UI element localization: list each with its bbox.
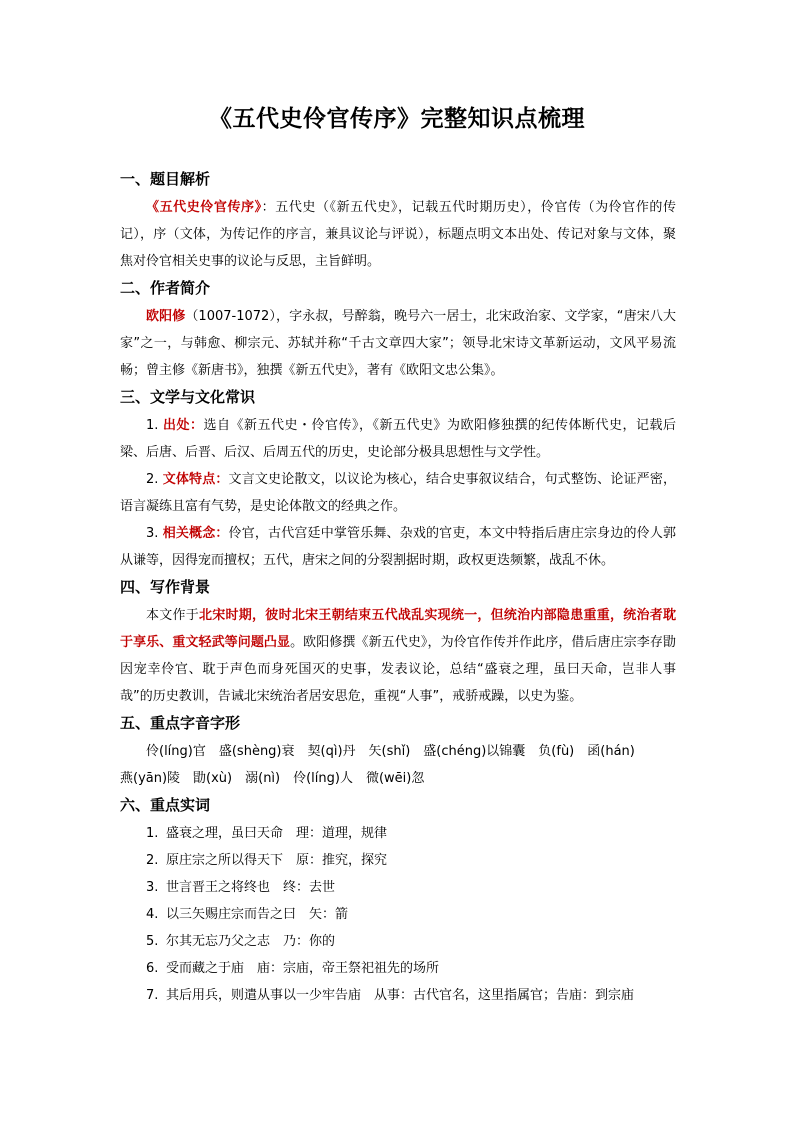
item-number: 2. xyxy=(146,853,159,868)
section-2-paragraph xyxy=(120,303,676,384)
pronunciation-line: 伶(líng)官 盛(shèng)衰 契(qì)丹 矢(shǐ) 盛(chéng)以锦囊 负(fù) 函(hán) xyxy=(146,744,635,759)
author-name: 欧阳修 xyxy=(146,309,186,324)
item-number: 6. xyxy=(146,961,159,976)
body-text: 本文作于 xyxy=(146,608,200,623)
list-item xyxy=(120,874,676,901)
section-heading-2: 二、作者简介 xyxy=(120,279,211,297)
list-item xyxy=(120,820,676,847)
item-label: 出处： xyxy=(163,418,204,433)
item-text: 以三矢赐庄宗而告之曰 矢：箭 xyxy=(166,907,349,922)
section-heading-1: 一、题目解析 xyxy=(120,170,211,188)
list-item xyxy=(120,901,676,928)
item-number: 4. xyxy=(146,907,159,922)
page-title: 《五代史伶官传序》完整知识点梳理 xyxy=(209,106,585,132)
list-item xyxy=(120,928,676,955)
item-number: 3. xyxy=(146,526,159,541)
list-item xyxy=(120,466,676,520)
item-number: 1. xyxy=(146,826,159,841)
list-item xyxy=(120,847,676,874)
section-heading-6: 六、重点实词 xyxy=(120,796,211,814)
highlight-text: 《五代史伶官传序》 xyxy=(146,200,262,215)
item-number: 3. xyxy=(146,880,159,895)
item-text: 盛衰之理，虽曰天命 理：道理，规律 xyxy=(166,826,388,841)
section-4-paragraph xyxy=(120,602,676,710)
section-heading-4: 四、写作背景 xyxy=(120,578,211,596)
body-text: （1007-1072），字永叔，号醉翁，晚号六一居士，北宋政治家、文学家，“唐宋八大家”之一，与韩愈、柳宗元、苏轼并称“千古文章四大家”；领导北宋诗文革新运动，文风平易流畅；曾主修《新唐书》，独撰《新五代史》，著有《欧阳文忠公集》。 xyxy=(120,309,676,378)
list-item xyxy=(120,412,676,466)
pronunciation-line: 燕(yān)陵 勖(xù) 溺(nì) 伶(líng)人 微(wēi)忽 xyxy=(120,771,425,786)
item-text: 世言晋王之将终也 终：去世 xyxy=(166,880,336,895)
item-text: 受而藏之于庙 庙：宗庙，帝王祭祀祖先的场所 xyxy=(166,961,440,976)
item-number: 2. xyxy=(146,472,159,487)
item-label: 文体特点： xyxy=(162,472,229,487)
list-item xyxy=(120,982,676,1009)
item-text: 文言文史论散文，以议论为核心，结合史事叙议结合，句式整饬、论证严密，语言凝练且富有气势，是史论体散文的经典之作。 xyxy=(120,472,676,514)
list-item xyxy=(120,955,676,982)
list-item xyxy=(120,520,676,574)
body-text: 。欧阳修撰《新五代史》，为伶官作传并作此序，借后唐庄宗李存勖因宠幸伶官、耽于声色而身死国灭的史事，发表议论，总结“盛衰之理，虽曰天命，岂非人事哉”的历史教训，告诫北宋统治者居安思危，重视“人事”，戒骄戒躁，以史为鉴。 xyxy=(120,635,676,704)
item-label: 相关概念： xyxy=(162,526,229,541)
section-heading-3: 三、文学与文化常识 xyxy=(120,388,256,406)
body-text: ：五代史（《新五代史》，记载五代时期历史），伶官传（为伶官作的传记），序（文体，为传记作的序言，兼具议论与评说），标题点明文本出处、传记对象与文体，聚焦对伶官相关史事的议论与反思，主旨鲜明。 xyxy=(120,200,676,269)
section-1-paragraph xyxy=(120,194,676,275)
item-number: 5. xyxy=(146,934,159,949)
section-heading-5: 五、重点字音字形 xyxy=(120,714,241,732)
item-text: 伶官，古代宫廷中掌管乐舞、杂戏的官吏，本文中特指后唐庄宗身边的伶人郭从谦等，因得宠而擅权；五代，唐宋之间的分裂割据时期，政权更迭频繁，战乱不休。 xyxy=(120,526,676,568)
document-body xyxy=(120,166,676,1009)
item-text: 原庄宗之所以得天下 原：推究，探究 xyxy=(166,853,388,868)
item-text: 选自《新五代史・伶官传》，《新五代史》为欧阳修独撰的纪传体断代史，记载后梁、后唐、后晋、后汉、后周五代的历史，史论部分极具思想性与文学性。 xyxy=(120,418,676,460)
highlight-text: 北宋时期，彼时北宋王朝结束五代战乱实现统一，但统治内部隐患重重，统治者耽于享乐、重文轻武等问题凸显 xyxy=(120,608,676,650)
item-number: 1. xyxy=(146,418,159,433)
item-text: 尔其无忘乃父之志 乃：你的 xyxy=(166,934,336,949)
item-text: 其后用兵，则遣从事以一少牢告庙 从事：古代官名，这里指属官；告庙：到宗庙 xyxy=(166,988,635,1003)
item-number: 7. xyxy=(146,988,159,1003)
